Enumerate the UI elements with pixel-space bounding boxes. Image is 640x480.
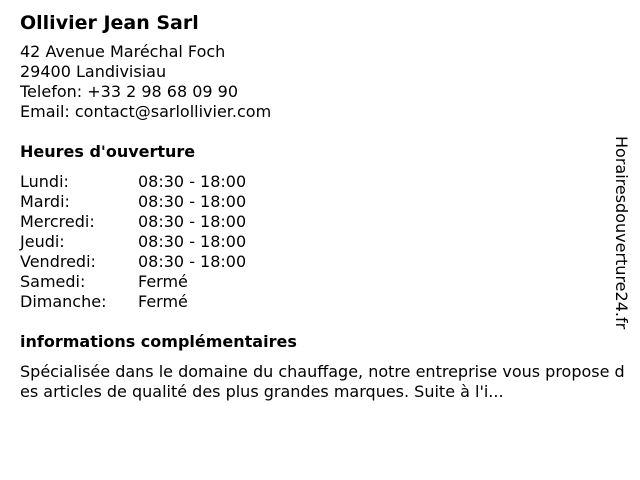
hours-row-thursday	[20, 232, 620, 252]
time-value: 08:30 - 18:00	[138, 252, 247, 271]
time-value: 08:30 - 18:00	[138, 212, 247, 231]
address-city: 29400 Landivisiau	[20, 62, 167, 81]
email-address: Email: contact@sarlollivier.com	[20, 102, 272, 121]
opening-hours-heading: Heures d'ouverture	[20, 142, 196, 161]
time-value: 08:30 - 18:00	[138, 232, 247, 251]
day-label: Vendredi:	[20, 252, 96, 271]
day-label: Samedi:	[20, 272, 86, 291]
day-label: Mardi:	[20, 192, 70, 211]
time-value: 08:30 - 18:00	[138, 192, 247, 211]
opening-hours-list	[20, 172, 620, 312]
time-value: Fermé	[138, 292, 188, 311]
day-label: Jeudi:	[20, 232, 65, 251]
day-label: Dimanche:	[20, 292, 107, 311]
hours-row-friday	[20, 252, 620, 272]
time-value: 08:30 - 18:00	[138, 172, 247, 191]
address-street: 42 Avenue Maréchal Foch	[20, 42, 226, 61]
phone-number: Telefon: +33 2 98 68 09 90	[20, 82, 239, 101]
site-watermark: Horairesdouverture24.fr	[612, 136, 631, 330]
day-label: Mercredi:	[20, 212, 95, 231]
business-name: Ollivier Jean Sarl	[20, 12, 199, 34]
day-label: Lundi:	[20, 172, 69, 191]
additional-info-heading: informations complémentaires	[20, 332, 297, 351]
hours-row-wednesday	[20, 212, 620, 232]
time-value: Fermé	[138, 272, 188, 291]
hours-row-monday	[20, 172, 620, 192]
hours-row-saturday	[20, 272, 620, 292]
hours-row-tuesday	[20, 192, 620, 212]
hours-row-sunday	[20, 292, 620, 312]
additional-info-text: Spécialisée dans le domaine du chauffage, notre entreprise vous propose des articles de qualité des plus grandes marques. Suite à l'i...	[20, 362, 625, 401]
